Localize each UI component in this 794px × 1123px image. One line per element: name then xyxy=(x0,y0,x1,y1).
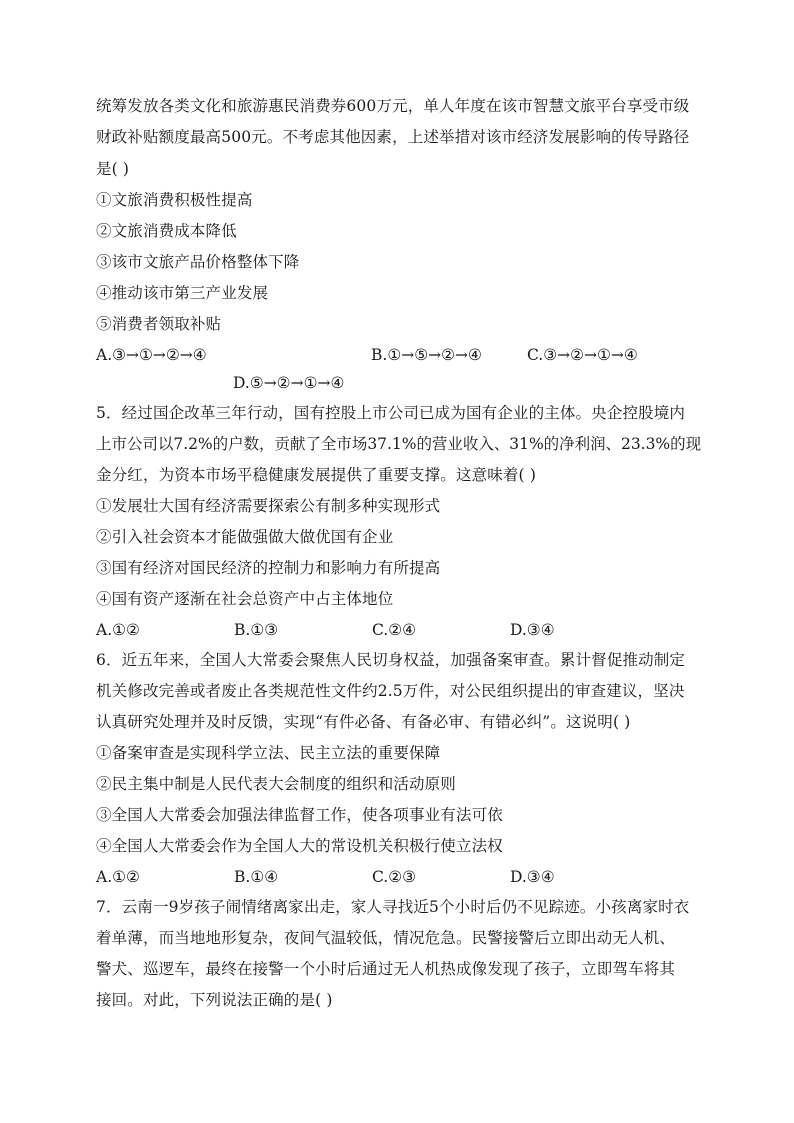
q7-stem-line: 7．云南一9岁孩子闹情绪离家出走，家人寻找近5个小时后仍不见踪迹。小孩离家时衣 xyxy=(96,898,690,916)
q6-item: ②民主集中制是人民代表大会制度的组织和活动原则 xyxy=(96,775,456,793)
q6-option-b: B.①④ xyxy=(234,868,279,886)
q5-item: ④国有资产逐渐在社会总资产中占主体地位 xyxy=(96,590,394,608)
q4-item: ④推动该市第三产业发展 xyxy=(96,284,269,302)
q4-option-b: B.①→⑤→②→④ xyxy=(371,346,482,364)
q6-item: ①备案审查是实现科学立法、民主立法的重要保障 xyxy=(96,744,441,762)
q4-item: ②文旅消费成本降低 xyxy=(96,222,237,240)
q6-stem-line: 机关修改完善或者废止各类规范性文件约2.5万件，对公民组织提出的审查建议，坚决 xyxy=(96,682,685,700)
q4-option-d: D.⑤→②→①→④ xyxy=(233,374,345,392)
q7-stem-line: 接回。对此，下列说法正确的是( ) xyxy=(96,991,333,1009)
q4-item: ①文旅消费积极性提高 xyxy=(96,191,253,209)
q6-item: ④全国人大常委会作为全国人大的常设机关积极行使立法权 xyxy=(96,837,503,855)
q5-item: ①发展壮大国有经济需要探索公有制多种实现形式 xyxy=(96,497,441,515)
q4-stem-line: 统筹发放各类文化和旅游惠民消费券600万元，单人年度在该市智慧文旅平台享受市级 xyxy=(96,97,690,115)
q7-stem-line: 着单薄，而当地地形复杂，夜间气温较低，情况危急。民警接警后立即出动无人机、 xyxy=(96,929,676,947)
q5-option-b: B.①③ xyxy=(234,621,279,639)
q5-item: ②引入社会资本才能做强做大做优国有企业 xyxy=(96,528,394,546)
q4-option-c: C.③→②→①→④ xyxy=(527,346,638,364)
q5-item: ③国有经济对国民经济的控制力和影响力有所提高 xyxy=(96,559,441,577)
q6-stem-line: 认真研究处理并及时反馈，实现“有件必备、有备必审、有错必纠”。这说明( ) xyxy=(96,713,631,731)
q5-option-c: C.②④ xyxy=(372,621,417,639)
q4-item: ⑤消费者领取补贴 xyxy=(96,315,222,333)
q4-stem-line: 财政补贴额度最高500元。不考虑其他因素，上述举措对该市经济发展影响的传导路径 xyxy=(96,128,690,146)
q6-item: ③全国人大常委会加强法律监督工作，使各项事业有法可依 xyxy=(96,806,503,824)
q6-stem-line: 6．近五年来，全国人大常委会聚焦人民切身权益，加强备案审查。累计督促推动制定 xyxy=(96,651,686,669)
q5-stem-line: 上市公司以7.2%的户数，贡献了全市场37.1%的营业收入、31%的净利润、23.3%的现 xyxy=(96,435,702,453)
q6-option-a: A.①② xyxy=(96,868,140,886)
q5-option-a: A.①② xyxy=(96,621,140,639)
q5-stem-line: 5．经过国企改革三年行动，国有控股上市公司已成为国有企业的主体。央企控股境内 xyxy=(96,404,686,422)
q5-option-d: D.③④ xyxy=(510,621,555,639)
q4-stem-line: 是( ) xyxy=(96,160,130,178)
q5-stem-line: 金分红，为资本市场平稳健康发展提供了重要支撑。这意味着( ) xyxy=(96,466,537,484)
q4-option-a: A.③→①→②→④ xyxy=(96,346,207,364)
q6-option-d: D.③④ xyxy=(510,868,555,886)
q6-option-c: C.②③ xyxy=(372,868,417,886)
q4-item: ③该市文旅产品价格整体下降 xyxy=(96,253,300,271)
q7-stem-line: 警犬、巡逻车，最终在接警一个小时后通过无人机热成像发现了孩子，立即驾车将其 xyxy=(96,960,676,978)
